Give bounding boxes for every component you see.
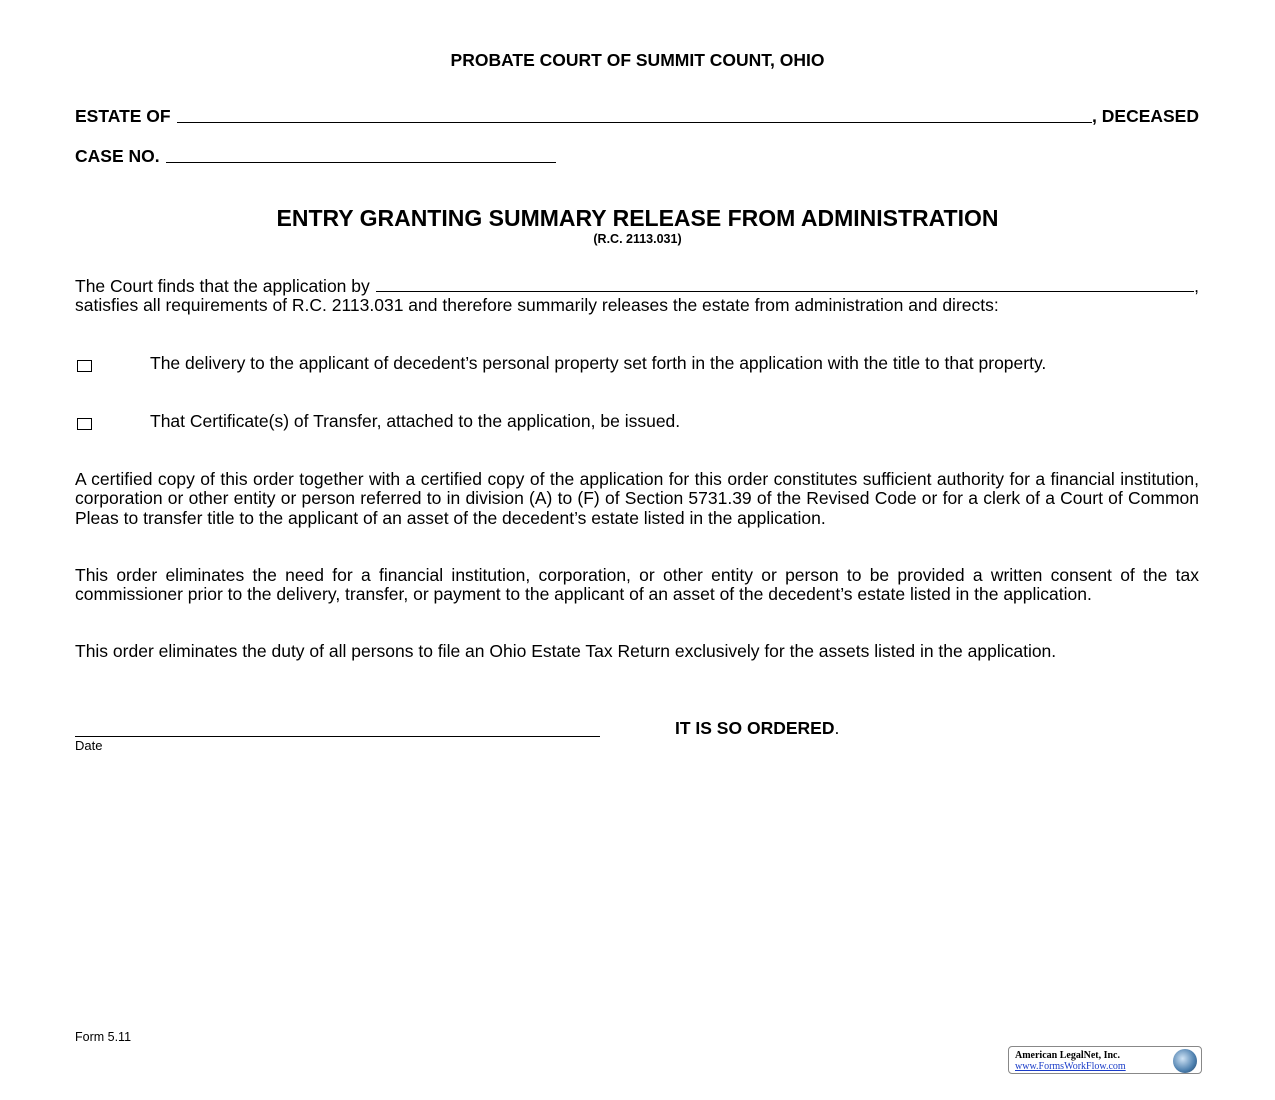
case-row: [75, 146, 560, 167]
statute-reference: (R.C. 2113.031): [593, 232, 682, 246]
findings-paragraph: [75, 277, 1199, 316]
form-title: ENTRY GRANTING SUMMARY RELEASE FROM ADMINISTRATION: [276, 205, 999, 231]
ordered-text: IT IS SO ORDERED: [675, 718, 835, 738]
american-legalnet-logo[interactable]: [1008, 1046, 1202, 1074]
case-label: CASE NO.: [75, 146, 160, 166]
findings-intro: The Court finds that the application by: [75, 276, 370, 296]
consent-paragraph: This order eliminates the need for a financial institution, corporation, or other entity or person to be provided a written consent of the tax commissioner prior to the delivery, transfer, or payment to the applicant of an asset of the decedent’s estate listed in the application.: [75, 565, 1199, 605]
date-field[interactable]: [75, 736, 600, 737]
logo-url[interactable]: www.FormsWorkFlow.com: [1015, 1061, 1126, 1072]
findings-text: satisfies all requirements of R.C. 2113.031 and therefore summarily releases the estate from administration and directs:: [75, 295, 999, 316]
certificate-checkbox[interactable]: [77, 418, 92, 430]
estate-row: [75, 106, 1199, 127]
comma: ,: [1194, 276, 1199, 296]
deceased-label: , DECEASED: [1092, 106, 1199, 126]
court-heading: PROBATE COURT OF SUMMIT COUNT, OHIO: [450, 50, 825, 70]
tax-return-paragraph: This order eliminates the duty of all persons to file an Ohio Estate Tax Return exclusively for the assets listed in the application.: [75, 641, 1057, 661]
ordered-statement: [675, 718, 839, 739]
ordered-period: .: [834, 718, 840, 738]
authority-paragraph: A certified copy of this order together with a certified copy of the application for this order constitutes sufficient authority for a financial institution, corporation or other entity or person referred to in division (A) to (F) of Section 5731.39 of the Revised Code or for a clerk of a Court of Common Pleas to transfer title to the applicant of an asset of the decedent’s estate listed in the application.: [75, 469, 1199, 528]
logo-name: American LegalNet, Inc.: [1015, 1050, 1120, 1061]
globe-icon: [1173, 1049, 1197, 1073]
certificate-item: That Certificate(s) of Transfer, attached to the application, be issued.: [150, 411, 681, 431]
delivery-checkbox[interactable]: [77, 360, 92, 372]
estate-name-field[interactable]: [177, 122, 1092, 123]
date-label: Date: [75, 738, 103, 753]
form-number: Form 5.11: [75, 1030, 132, 1044]
case-number-field[interactable]: [166, 162, 556, 163]
applicant-name-field[interactable]: [376, 291, 1194, 292]
delivery-item: The delivery to the applicant of decedent’s personal property set forth in the application with the title to that property.: [150, 353, 1047, 373]
estate-label: ESTATE OF: [75, 106, 171, 126]
